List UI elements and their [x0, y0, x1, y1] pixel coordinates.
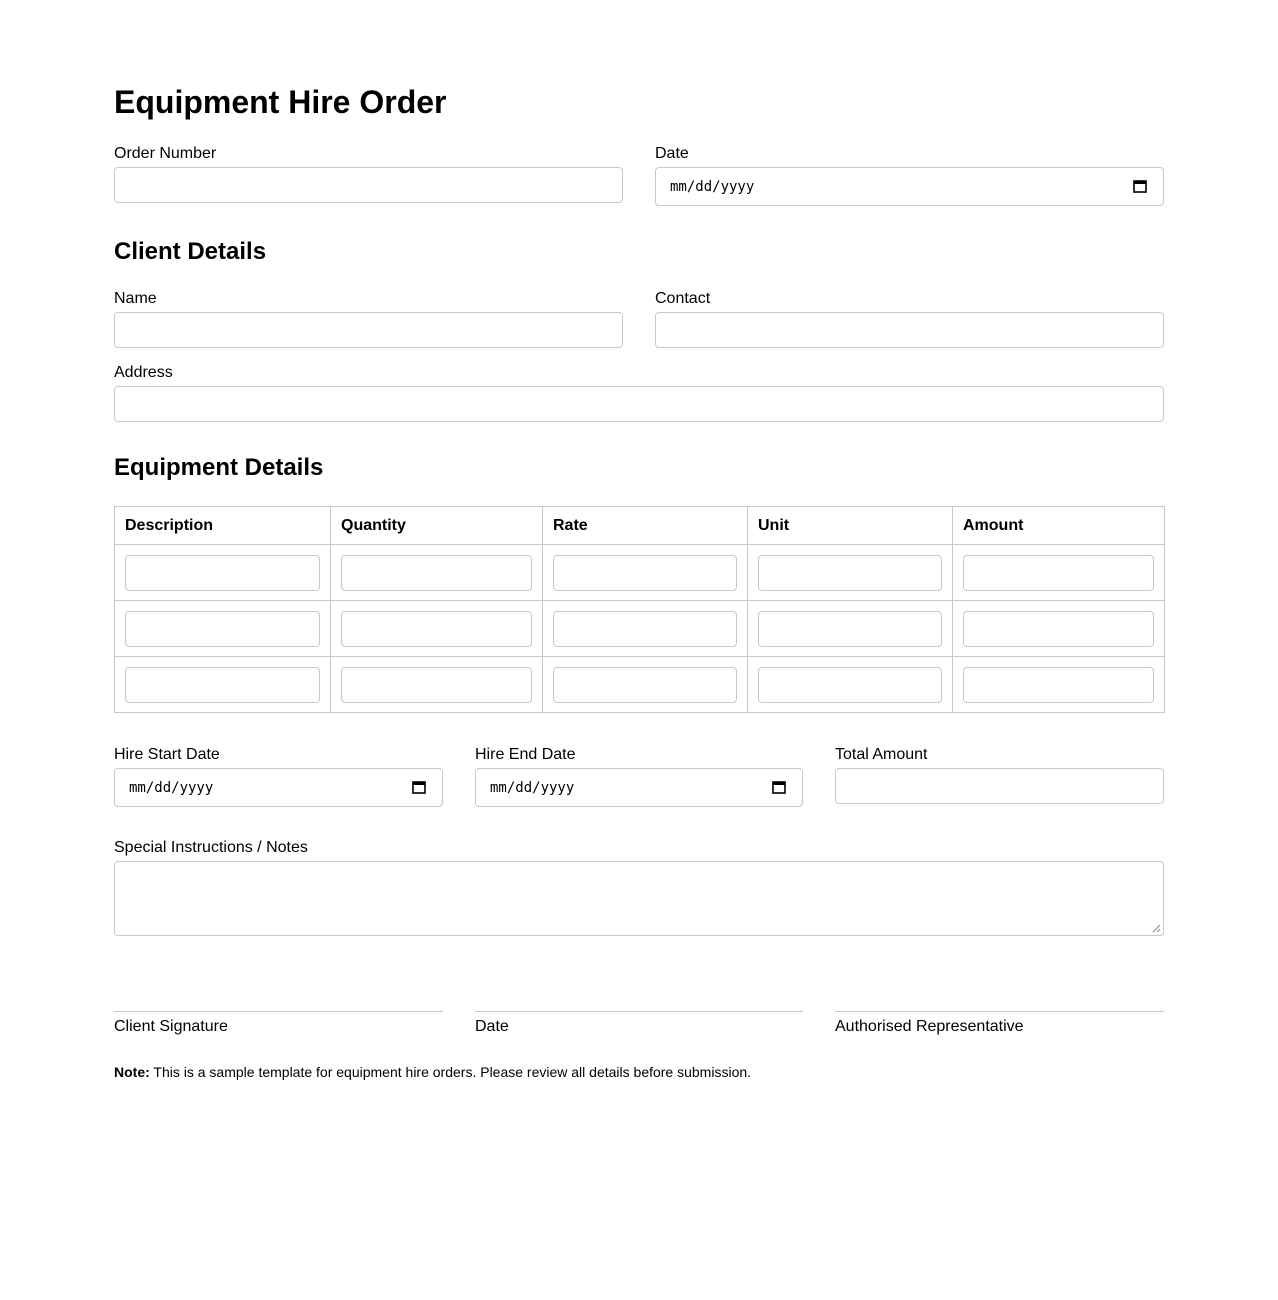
table-cell [748, 657, 953, 713]
client-contact-input[interactable] [655, 312, 1164, 348]
unit-input[interactable] [758, 667, 942, 703]
column-header-quantity: Quantity [331, 507, 543, 545]
unit-input[interactable] [758, 555, 942, 591]
quantity-input[interactable] [341, 611, 532, 647]
table-cell [331, 657, 543, 713]
table-cell [953, 545, 1165, 601]
representative-signature-line [835, 1011, 1164, 1012]
hire-start-date-placeholder: mm/dd/yyyy [129, 780, 214, 796]
table-row [115, 545, 1165, 601]
description-input[interactable] [125, 555, 320, 591]
table-cell [953, 601, 1165, 657]
client-name-input[interactable] [114, 312, 623, 348]
rate-input[interactable] [553, 611, 737, 647]
calendar-icon[interactable] [1133, 179, 1147, 193]
hire-end-date-placeholder: mm/dd/yyyy [490, 780, 575, 796]
equipment-table [114, 506, 1165, 713]
client-name-label: Name [114, 290, 157, 307]
order-date-placeholder: mm/dd/yyyy [670, 179, 755, 195]
footer-note-bold: Note: [114, 1064, 150, 1080]
table-cell [953, 657, 1165, 713]
hire-end-date-label: Hire End Date [475, 746, 576, 763]
resize-grip-icon[interactable] [1152, 924, 1161, 933]
notes-textarea[interactable] [114, 861, 1164, 936]
signature-date-label: Date [475, 1018, 509, 1035]
rate-input[interactable] [553, 555, 737, 591]
unit-input[interactable] [758, 611, 942, 647]
order-number-input[interactable] [114, 167, 623, 203]
table-cell [748, 601, 953, 657]
amount-input[interactable] [963, 555, 1154, 591]
quantity-input[interactable] [341, 667, 532, 703]
total-amount-label: Total Amount [835, 746, 928, 763]
rate-input[interactable] [553, 667, 737, 703]
hire-start-date-label: Hire Start Date [114, 746, 220, 763]
table-cell [543, 657, 748, 713]
client-address-label: Address [114, 364, 173, 381]
total-amount-input[interactable] [835, 768, 1164, 804]
description-input[interactable] [125, 611, 320, 647]
table-cell [115, 545, 331, 601]
order-date-input[interactable] [655, 167, 1164, 206]
client-signature-line [114, 1011, 443, 1012]
representative-signature-label: Authorised Representative [835, 1018, 1024, 1035]
table-cell [543, 545, 748, 601]
column-header-unit: Unit [748, 507, 953, 545]
calendar-icon[interactable] [772, 780, 786, 794]
amount-input[interactable] [963, 667, 1154, 703]
equipment-details-heading: Equipment Details [114, 454, 324, 481]
column-header-rate: Rate [543, 507, 748, 545]
table-cell [331, 601, 543, 657]
client-signature-label: Client Signature [114, 1018, 228, 1035]
table-cell [748, 545, 953, 601]
column-header-amount: Amount [953, 507, 1165, 545]
hire-start-date-input[interactable] [114, 768, 443, 807]
table-cell [115, 601, 331, 657]
table-cell [331, 545, 543, 601]
hire-end-date-input[interactable] [475, 768, 803, 807]
footer-note-text: This is a sample template for equipment hire orders. Please review all details before submission. [149, 1064, 752, 1080]
page-title: Equipment Hire Order [114, 84, 447, 120]
client-details-heading: Client Details [114, 238, 267, 265]
amount-input[interactable] [963, 611, 1154, 647]
footer-note [114, 1063, 751, 1081]
client-contact-label: Contact [655, 290, 711, 307]
table-row [115, 601, 1165, 657]
order-number-label: Order Number [114, 145, 217, 162]
client-address-input[interactable] [114, 386, 1164, 422]
signature-date-line [475, 1011, 803, 1012]
quantity-input[interactable] [341, 555, 532, 591]
column-header-description: Description [115, 507, 331, 545]
equipment-table-header [115, 507, 1165, 545]
calendar-icon[interactable] [412, 780, 426, 794]
notes-label: Special Instructions / Notes [114, 839, 308, 856]
description-input[interactable] [125, 667, 320, 703]
table-cell [115, 657, 331, 713]
table-row [115, 657, 1165, 713]
table-cell [543, 601, 748, 657]
order-date-label: Date [655, 145, 689, 162]
